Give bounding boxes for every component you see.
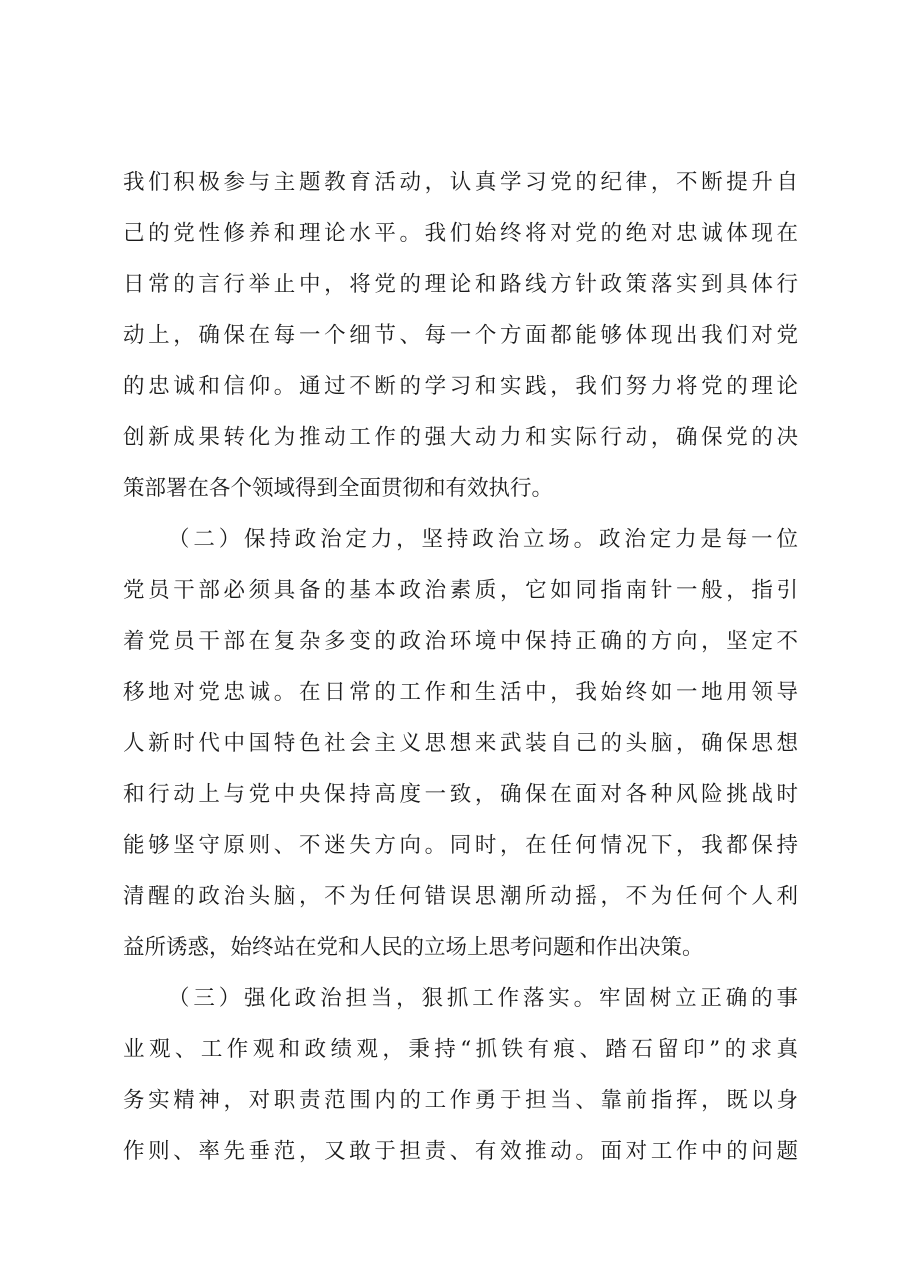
paragraph-2-line-9: 益所诱惑，始终站在党和人民的立场上思考问题和作出决策。	[123, 935, 704, 960]
paragraph-1-line-1: 我们积极参与主题教育活动，认真学习党的纪律，不断提升自	[123, 170, 798, 195]
paragraph-1-line-7: 策部署在各个领域得到全面贯彻和有效执行。	[123, 476, 554, 501]
paragraph-2-line-5: 人新时代中国特色社会主义思想来武装自己的头脑，确保思想	[123, 731, 798, 756]
paragraph-1-line-6: 创新成果转化为推动工作的强大动力和实际行动，确保党的决	[123, 425, 798, 450]
paragraph-1-line-5: 的忠诚和信仰。通过不断的学习和实践，我们努力将党的理论	[123, 374, 798, 399]
section-2-heading-line: （二）保持政治定力，坚持政治立场。政治定力是每一位	[168, 527, 798, 552]
paragraph-2-line-8: 清醒的政治头脑，不为任何错误思潮所动摇，不为任何个人利	[123, 884, 798, 909]
paragraph-2-line-6: 和行动上与党中央保持高度一致，确保在面对各种风险挑战时	[123, 782, 798, 807]
paragraph-2-line-4: 移地对党忠诚。在日常的工作和生活中，我始终如一地用领导	[123, 680, 798, 705]
paragraph-3-line-2: 业观、工作观和政绩观，秉持“抓铁有痕、踏石留印”的求真	[123, 1037, 798, 1062]
paragraph-1-line-4: 动上，确保在每一个细节、每一个方面都能够体现出我们对党	[123, 323, 798, 348]
paragraph-2-line-3: 着党员干部在复杂多变的政治环境中保持正确的方向，坚定不	[123, 629, 798, 654]
section-3-heading-line: （三）强化政治担当，狠抓工作落实。牢固树立正确的事	[168, 986, 798, 1011]
paragraph-3-line-3: 务实精神，对职责范围内的工作勇于担当、靠前指挥，既以身	[123, 1088, 798, 1113]
paragraph-3-line-4: 作则、率先垂范，又敢于担责、有效推动。面对工作中的问题	[123, 1139, 798, 1164]
paragraph-1-line-3: 日常的言行举止中，将党的理论和路线方针政策落实到具体行	[123, 272, 798, 297]
paragraph-1-line-2: 己的党性修养和理论水平。我们始终将对党的绝对忠诚体现在	[123, 221, 798, 246]
paragraph-2-line-7: 能够坚守原则、不迷失方向。同时，在任何情况下，我都保持	[123, 833, 798, 858]
paragraph-2-line-2: 党员干部必须具备的基本政治素质，它如同指南针一般，指引	[123, 578, 798, 603]
